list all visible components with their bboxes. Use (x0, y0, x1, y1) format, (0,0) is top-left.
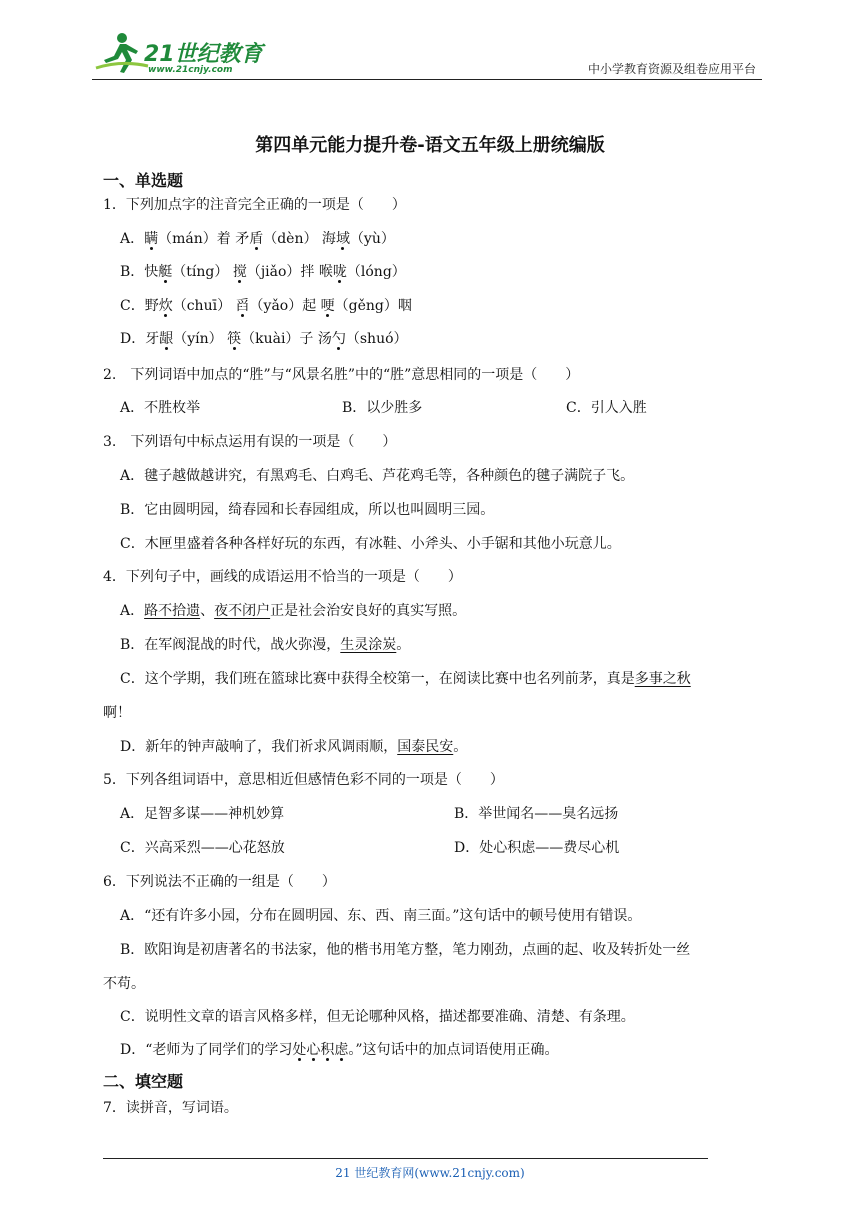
question-4-option-d (120, 737, 467, 757)
dotted-char: 域 (335, 231, 350, 247)
dotted-char: 盾 (249, 231, 264, 247)
section-heading-single-choice: 一、单选题 (103, 171, 184, 190)
underlined-idiom: 多事之秋 (634, 671, 691, 687)
option-text: （yù） (349, 231, 395, 247)
option-text: B．快 (120, 264, 159, 280)
option-text: （kuài）子 汤 (241, 331, 332, 347)
dotted-char: 处 (292, 1042, 307, 1058)
option-text: （yín） (173, 331, 228, 347)
question-5-stem: 5．下列各组词语中，意思相近但感情色彩不同的一项是（ ） (103, 772, 504, 788)
dotted-char: 舀 (235, 298, 250, 314)
dotted-char: 积 (320, 1042, 335, 1058)
logo-site-text: www.21cnjy.com (148, 65, 233, 75)
question-2-option-b: B．以少胜多 (342, 400, 423, 416)
question-1-option-c (120, 296, 412, 316)
question-5-option-b: B．举世闻名——臭名远扬 (454, 806, 619, 822)
page-title: 第四单元能力提升卷-语文五年级上册统编版 (255, 135, 605, 156)
question-1-option-a (120, 229, 395, 249)
question-2-stem: 2. 下列词语中加点的“胜”与“风景名胜”中的“胜”意思相同的一项是（ ） (103, 367, 580, 383)
question-4-stem: 4．下列句子中，画线的成语运用不恰当的一项是（ ） (103, 569, 462, 585)
question-1-option-b (120, 262, 406, 282)
platform-label: 中小学教育资源及组卷应用平台 (587, 62, 756, 76)
option-text: （chuī） (172, 298, 236, 314)
option-text: A． (120, 603, 145, 619)
dotted-char: 虑 (334, 1042, 349, 1058)
option-text: （gěng）咽 (334, 298, 412, 314)
option-text: C．这个学期，我们班在篮球比赛中获得全校第一，在阅读比赛中也名列前茅，真是 (120, 671, 635, 687)
question-3-option-c: C．木匣里盛着各种各样好玩的东西，有冰鞋、小斧头、小手锯和其他小玩意儿。 (120, 536, 621, 552)
option-text: C．野 (120, 298, 159, 314)
dotted-char: 艇 (158, 264, 173, 280)
option-text: 正是社会治安良好的真实写照。 (270, 603, 467, 619)
option-text: （mán）着 矛 (158, 231, 250, 247)
underlined-idiom: 生灵涂炭 (340, 637, 397, 653)
option-text: （dèn） 海 (263, 231, 336, 247)
question-2-option-c: C．引人入胜 (566, 400, 647, 416)
dotted-char: 炊 (158, 298, 173, 314)
option-text: （jiǎo）拌 喉 (246, 264, 333, 280)
option-text: （yǎo）起 (249, 298, 321, 314)
option-text: 。 (396, 637, 411, 653)
question-5-option-d: D．处心积虑——费尽心机 (454, 840, 620, 856)
option-text: D．新年的钟声敲响了，我们祈求风调雨顺， (120, 739, 398, 755)
question-3-stem: 3. 下列语句中标点运用有误的一项是（ ） (103, 434, 397, 450)
logo-brand-text: 21世纪教育 (144, 42, 263, 67)
question-6-option-d (120, 1040, 559, 1060)
question-5-option-c: C．兴高采烈——心花怒放 (120, 840, 285, 856)
footer-site-link[interactable]: 21 世纪教育网(www.21cnjy.com) (335, 1166, 525, 1180)
runner-logo-icon (92, 30, 152, 78)
question-1-stem: 1．下列加点字的注音完全正确的一项是（ ） (103, 197, 406, 213)
option-text: 。 (453, 739, 468, 755)
option-text: 。”这句话中的加点词语使用正确。 (348, 1042, 559, 1058)
option-text: （shuó） (345, 331, 408, 347)
question-6-option-b: B．欧阳询是初唐著名的书法家，他的楷书用笔方整，笔力刚劲，点画的起、收及转折处一丝 (120, 942, 691, 958)
option-text: D．牙 (120, 331, 160, 347)
option-text: （tíng） (172, 264, 233, 280)
header-divider (92, 79, 762, 80)
dotted-char: 瞒 (144, 231, 159, 247)
question-4-option-c (120, 669, 691, 689)
question-2-option-a: A．不胜枚举 (120, 400, 201, 416)
question-4-option-b (120, 635, 410, 655)
question-4-option-c-continued: 啊！ (103, 705, 131, 721)
question-6-stem: 6．下列说法不正确的一组是（ ） (103, 874, 336, 890)
underlined-idiom: 路不拾遗 (144, 603, 201, 619)
page-header (0, 0, 860, 90)
footer-divider (103, 1158, 708, 1159)
dotted-char: 搅 (232, 264, 247, 280)
logo (92, 30, 262, 80)
option-text: 、 (200, 603, 215, 619)
question-6-option-a: A．“还有许多小园，分布在圆明园、东、西、南三面。”这句话中的顿号使用有错误。 (120, 908, 642, 924)
question-7-stem: 7．读拼音，写词语。 (103, 1100, 238, 1116)
question-1-option-d (120, 329, 408, 349)
question-4-option-a (120, 601, 466, 621)
option-text: D．“老师为了同学们的学习 (120, 1042, 293, 1058)
question-3-option-b: B．它由圆明园，绮春园和长春园组成，所以也叫圆明三园。 (120, 502, 495, 518)
option-text: B．在军阀混战的时代，战火弥漫， (120, 637, 341, 653)
dotted-char: 咙 (332, 264, 347, 280)
dotted-char: 勺 (331, 331, 346, 347)
dotted-char: 龈 (159, 331, 174, 347)
section-heading-fill-blank: 二、填空题 (103, 1072, 184, 1091)
option-text: （lóng） (346, 264, 406, 280)
dotted-char: 心 (306, 1042, 321, 1058)
underlined-idiom: 夜不闭户 (214, 603, 271, 619)
question-5-option-a: A．足智多谋——神机妙算 (120, 806, 285, 822)
option-text: A． (120, 231, 145, 247)
underlined-idiom: 国泰民安 (397, 739, 454, 755)
question-6-option-c: C．说明性文章的语言风格多样，但无论哪种风格，描述都要准确、清楚、有条理。 (120, 1009, 635, 1025)
dotted-char: 哽 (320, 298, 335, 314)
dotted-char: 筷 (227, 331, 242, 347)
question-6-option-b-continued: 不苟。 (103, 976, 145, 992)
question-3-option-a: A．毽子越做越讲究，有黑鸡毛、白鸡毛、芦花鸡毛等，各种颜色的毽子满院子飞。 (120, 468, 635, 484)
